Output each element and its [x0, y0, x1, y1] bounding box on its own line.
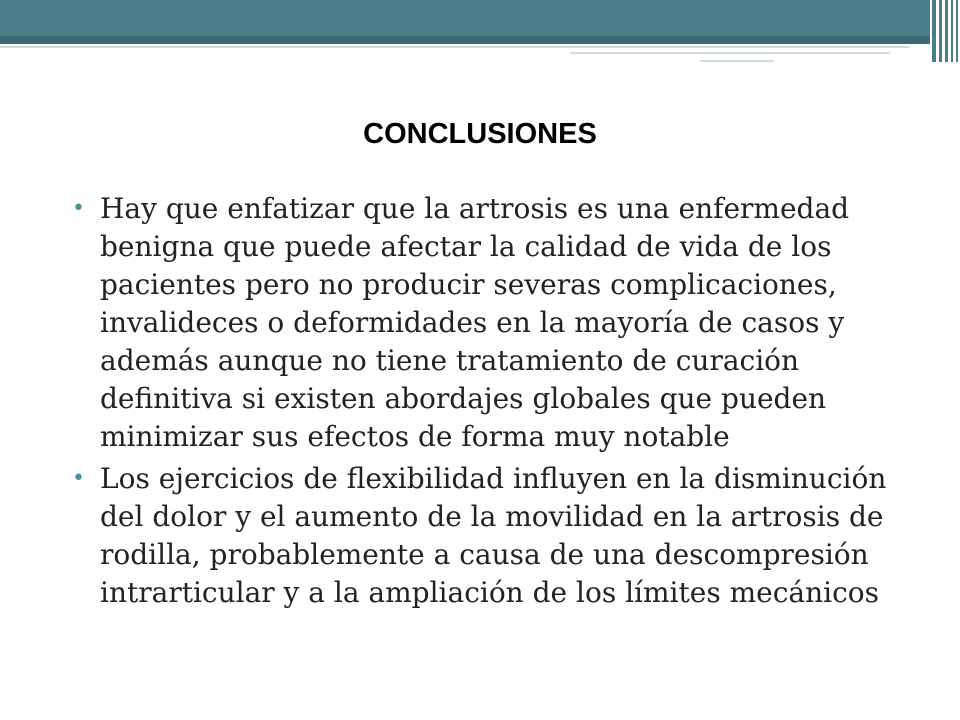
bullet-item: • Hay que enfatizar que la artrosis es una enfermedad benigna que puede afectar la calidad de vida de los pacientes pero no producir severas complicaciones, invalideces o deformidades en la mayoría de casos y además aunque no tiene tratamiento de curación definitiva si existen abordajes globales que pueden minimizar sus efectos de forma muy notable [72, 190, 912, 456]
bullet-list [72, 190, 912, 616]
slide-title: CONCLUSIONES [363, 118, 597, 150]
header-accent-line [570, 52, 890, 54]
header-accent-line [700, 60, 774, 62]
header-band-shadow [0, 36, 930, 44]
header-accent-line [0, 46, 910, 48]
header-corner-stripes [932, 0, 960, 62]
bullet-item: • Los ejercicios de flexibilidad influyen en la disminución del dolor y el aumento de la movilidad en la artrosis de rodilla, probablemente a causa de una descompresión intrarticular y a la ampliación de los límites mecánicos [72, 460, 912, 612]
